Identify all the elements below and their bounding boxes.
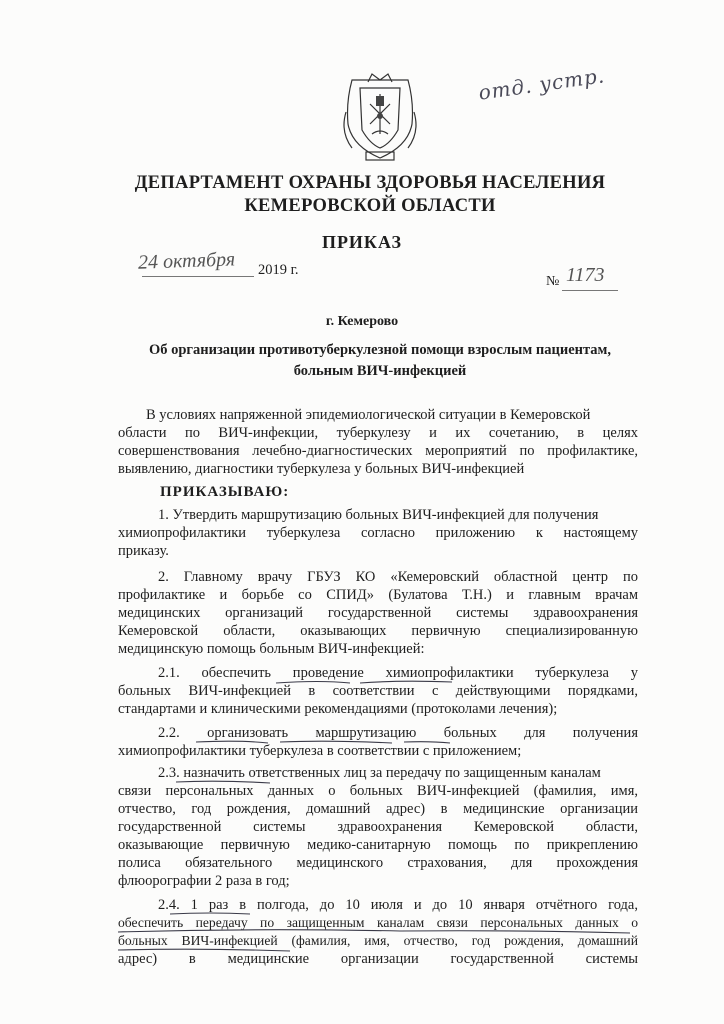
order-item-2-2	[118, 724, 638, 762]
text-line: полиса обязательного медицинского страхования, для прохождения	[118, 855, 638, 871]
order-item-2-3	[118, 764, 638, 894]
order-subject	[120, 340, 640, 382]
text-line: химиопрофилактики туберкулеза в соответствии с приложением;	[118, 743, 522, 759]
text-line: больных ВИЧ-инфекцией (фамилия, имя, отчество, год рождения, домашний	[118, 933, 638, 948]
text-line: выявлению, диагностики туберкулеза у больных ВИЧ-инфекцией	[118, 461, 525, 477]
subject-line: Об организации противотуберкулезной помощи взрослым пациентам,	[148, 342, 612, 358]
text-line: связи персональных данных о больных ВИЧ-инфекцией (фамилия, имя,	[118, 783, 638, 799]
subject-line: больным ВИЧ-инфекцией	[293, 363, 467, 379]
date-year: 2019 г.	[258, 262, 299, 278]
handwritten-date: 24 октября	[137, 248, 236, 274]
text-line: адрес) в медицинские организации государственной системы	[118, 951, 638, 967]
document-type-heading: ПРИКАЗ	[321, 232, 403, 252]
order-number-underline	[562, 290, 618, 291]
text-line: медицинских организаций государственной системы здравоохранения	[118, 605, 638, 621]
order-word: ПРИКАЗЫВАЮ:	[160, 484, 290, 500]
text-line: 2.2. организовать маршрутизацию больных для получения	[158, 725, 638, 741]
text-line: обеспечить передачу по защищенным каналам связи персональных данных о	[118, 915, 638, 930]
text-line: отчество, год рождения, домашний адрес) в медицинские организации	[118, 801, 638, 817]
text-line: 2.4. 1 раз в полгода, до 10 июля и до 10 января отчётного года,	[158, 897, 638, 913]
date-underline	[142, 276, 254, 277]
department-title-line2: КЕМЕРОВСКОЙ ОБЛАСТИ	[244, 196, 496, 216]
text-line: 2.1. обеспечить проведение химиопрофилактики туберкулеза у	[158, 665, 638, 681]
text-line: флюорографии 2 раза в год;	[118, 873, 290, 889]
text-line: стандартами и клиническими рекомендациями (протоколами лечения);	[118, 701, 558, 717]
text-line: 1. Утвердить маршрутизацию больных ВИЧ-инфекцией для получения	[158, 507, 599, 523]
text-line: Кемеровской области, оказывающих первичную специализированную	[118, 623, 638, 639]
order-item-2-1	[118, 664, 638, 720]
order-item-2-4	[118, 896, 638, 970]
text-line: совершенствования лечебно-диагностических мероприятий по профилактике,	[118, 443, 638, 459]
text-line: профилактике и борьбе со СПИД» (Булатова Т.Н.) и главным врачам	[118, 587, 638, 603]
city: г. Кемерово	[325, 314, 399, 329]
intro-paragraph	[118, 406, 638, 486]
text-line: области по ВИЧ-инфекции, туберкулезу и их сочетанию, в целях	[118, 425, 638, 441]
text-line: медицинскую помощь больным ВИЧ-инфекцией:	[118, 641, 425, 657]
text-line: оказывающие первичную медико-санитарную помощь по прикреплению	[118, 837, 638, 853]
text-line: 2. Главному врачу ГБУЗ КО «Кемеровский областной центр по	[158, 569, 638, 585]
text-line: государственной системы здравоохранения Кемеровской области,	[118, 819, 638, 835]
text-line: 2.3. назначить ответственных лиц за передачу по защищенным каналам	[158, 765, 601, 781]
order-number-label: №	[546, 274, 560, 289]
text-line: больных ВИЧ-инфекцией в соответствии с действующими порядками,	[118, 683, 638, 699]
handwritten-note: отд. устр.	[476, 63, 607, 105]
coat-of-arms-emblem	[338, 72, 422, 164]
handwritten-order-number: 1173	[566, 264, 605, 286]
department-title-line1: ДЕПАРТАМЕНТ ОХРАНЫ ЗДОРОВЬЯ НАСЕЛЕНИЯ	[134, 173, 606, 193]
text-line: приказу.	[118, 543, 169, 559]
text-line: В условиях напряженной эпидемиологической ситуации в Кемеровской	[146, 407, 591, 423]
text-line: химиопрофилактики туберкулеза согласно приложению к настоящему	[118, 525, 638, 541]
order-item-2	[118, 568, 638, 660]
order-item-1	[118, 506, 638, 562]
